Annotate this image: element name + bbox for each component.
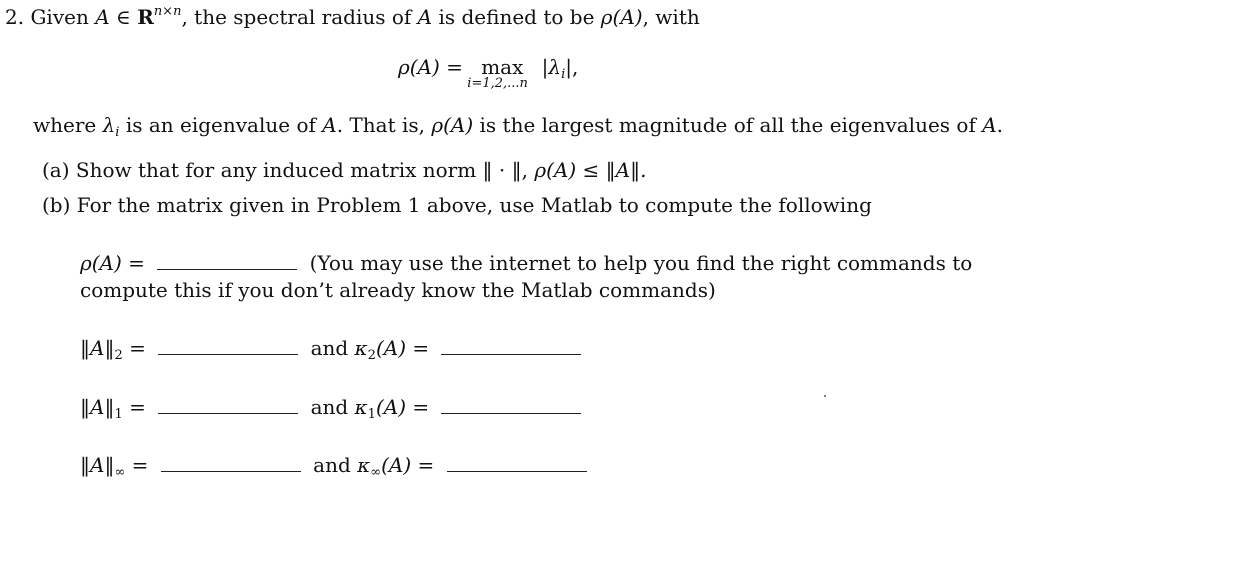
spectral-radius-formula: ρ(A) = max i=1,2,...n $|\lambda_i|$, <box>398 55 579 91</box>
norm-inf-blank[interactable] <box>161 471 301 472</box>
problem-number: 2. <box>5 5 25 29</box>
rho-note-line-2: compute this if you don’t already know the Matlab commands) <box>80 278 716 302</box>
norm-1-row: $‖A‖_1$ = and $\kappa_1(A)$ = <box>80 397 587 417</box>
norm-2-blank[interactable] <box>158 354 298 355</box>
norm-1-blank[interactable] <box>158 413 298 414</box>
norm-inf-row: $‖A‖_\infty$ = and $\kappa_\infty(A)$ = <box>80 455 593 475</box>
kappa-1-blank[interactable] <box>441 413 581 414</box>
rho-fill-row: ρ(A) = (You may use the internet to help you find the right commands to <box>80 251 973 275</box>
stray-dot <box>824 395 826 397</box>
real-numbers-symbol: R <box>137 5 154 29</box>
rho-blank[interactable] <box>157 269 297 270</box>
max-index: i=1,2,...n <box>467 76 528 91</box>
part-b-label: (b) <box>42 193 71 217</box>
kappa-2-blank[interactable] <box>441 354 581 355</box>
kappa-inf-blank[interactable] <box>447 471 587 472</box>
part-a: (a) Show that for any induced matrix norm ‖ · ‖, ρ(A) ≤ ‖A‖. <box>42 158 647 182</box>
norm-2-row: $‖A‖_2$ = and $\kappa_2(A)$ = <box>80 338 587 358</box>
problem-intro: 2. Given A ∈ $R^{n\times n}$, the spectral radius of A is defined to be ρ(A), with <box>5 4 700 29</box>
part-a-label: (a) <box>42 158 70 182</box>
max-operator: max i=1,2,...n <box>467 55 528 91</box>
rho-note: (You may use the internet to help you find the right commands to <box>309 251 973 275</box>
part-b: (b) For the matrix given in Problem 1 above, use Matlab to compute the following <box>42 193 872 217</box>
where-line: where $\lambda_i$ is an eigenvalue of A. That is, ρ(A) is the largest magnitude of all the eigenvalues of A. <box>33 113 1004 140</box>
